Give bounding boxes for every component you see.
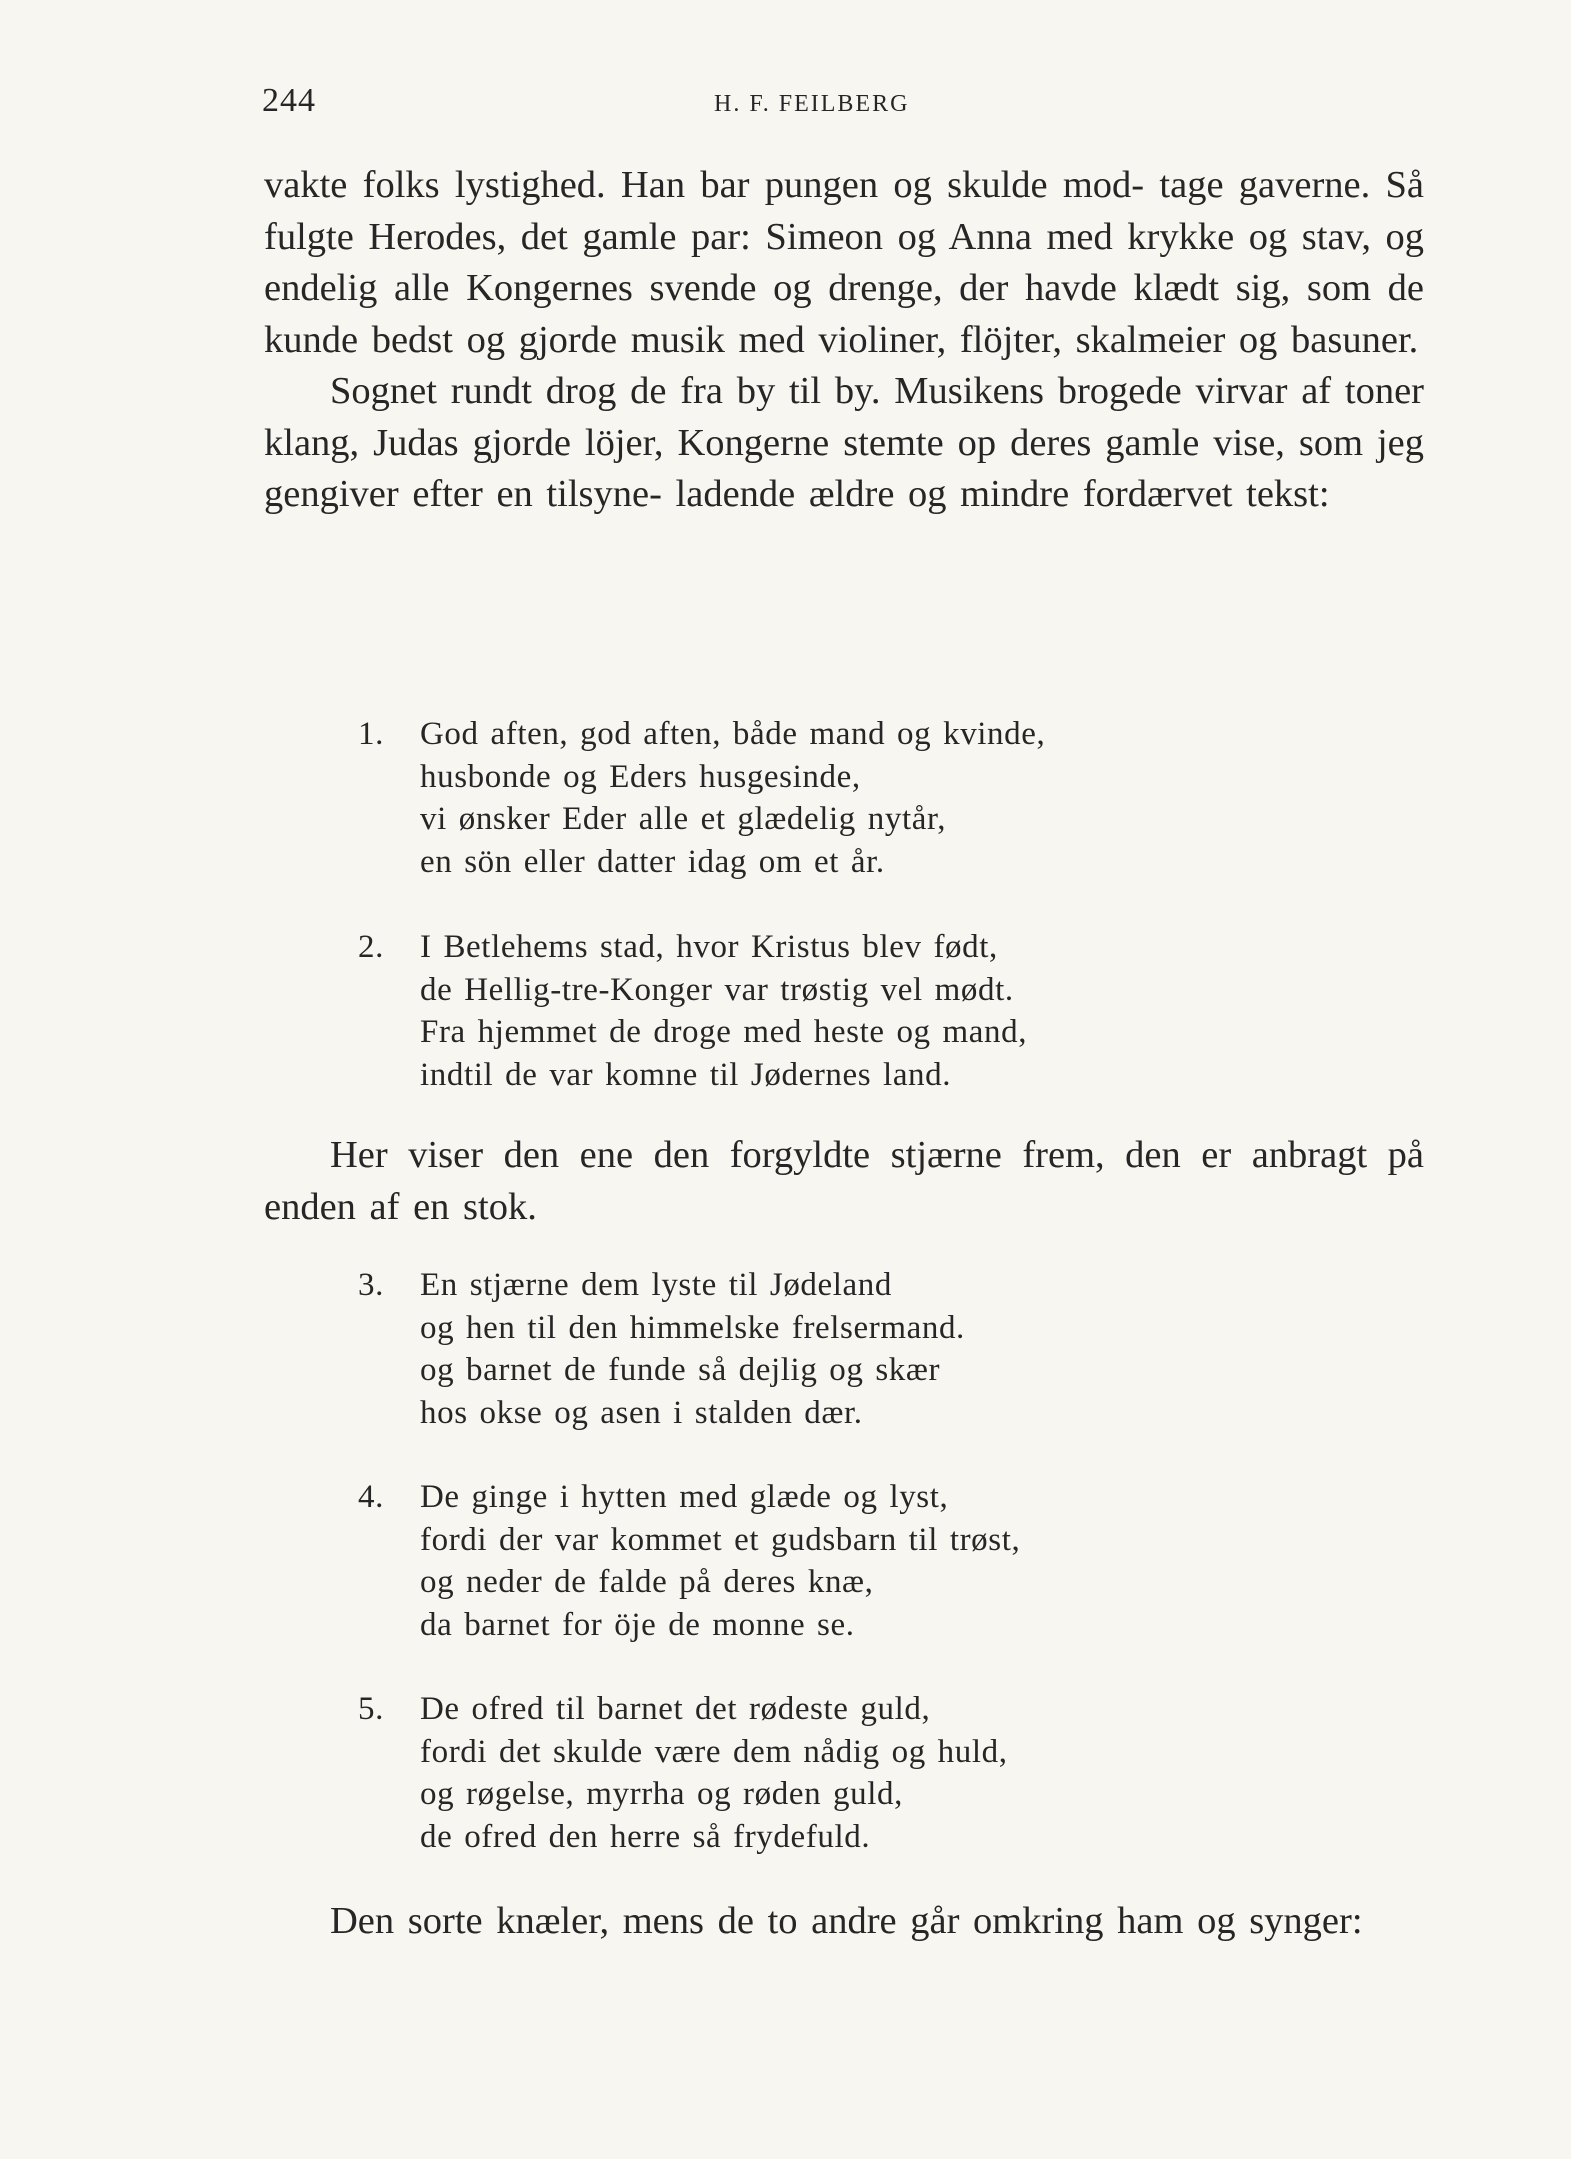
stanza-number: 2. — [358, 929, 384, 965]
verse-line: De ofred til barnet det rødeste guld, — [420, 1691, 931, 1727]
stanza-lines — [420, 926, 1320, 1096]
prose-line: Sognet rundt drog de fra by til by. Musikens brogede — [330, 370, 1182, 412]
prose-line: tage gaverne. Så fulgte Herodes, det gamle par: Simeon — [264, 164, 1425, 258]
prose-line: op deres gamle vise, som jeg gengiver efter en tilsyne- — [264, 421, 1425, 515]
paragraph — [264, 1130, 1424, 1233]
prose-block-closing — [264, 1896, 1424, 1948]
stanza-lines — [420, 1264, 1320, 1434]
verse-line: og neder de falde på deres knæ, — [420, 1564, 874, 1600]
running-header — [262, 82, 1422, 132]
verse-line: husbonde og Eders husgesinde, — [420, 758, 861, 795]
prose-line: anbragt på enden af en stok. — [264, 1134, 1424, 1228]
prose-line: virvar af toner klang, Judas gjorde löjer, Kongerne stemte — [264, 370, 1424, 464]
prose-block-middle — [264, 1130, 1424, 1233]
verse-line: hos okse og asen i stalden dær. — [420, 1394, 863, 1431]
prose-line: Her viser den ene den forgyldte stjærne frem, den er — [330, 1134, 1232, 1176]
stanza-number: 5. — [358, 1691, 384, 1727]
stanza-number: 3. — [358, 1267, 384, 1303]
prose-line: basuner. — [1291, 318, 1419, 361]
page-number: 244 — [262, 82, 316, 119]
verse-line: fordi der var kommet et gudsbarn til trøst, — [420, 1521, 1021, 1558]
verse-line: vi ønsker Eder alle et glædelig nytår, — [420, 801, 947, 837]
prose-line: og synger: — [1197, 1900, 1363, 1942]
prose-line: svende og drenge, der havde klædt sig, som de kunde — [264, 267, 1425, 361]
verse-line: og røgelse, myrrha og røden guld, — [420, 1776, 903, 1812]
running-head-author: H. F. FEILBERG — [714, 91, 910, 117]
stanza-lines — [420, 1476, 1320, 1646]
verse-line: da barnet for öje de monne se. — [420, 1606, 855, 1643]
verse-line: og hen til den himmelske frelsermand. — [420, 1309, 965, 1346]
verse-line: og barnet de funde så dejlig og skær — [420, 1352, 941, 1388]
verse-line: de Hellig-tre-Konger var trøstig vel mødt. — [420, 971, 1014, 1008]
verse-line: fordi det skulde være dem nådig og huld, — [420, 1733, 1008, 1770]
paragraph — [264, 160, 1424, 366]
prose-line: vakte folks lystighed. Han bar pungen og skulde mod- — [264, 164, 1145, 206]
paragraph — [264, 366, 1424, 521]
prose-line: Den sorte knæler, mens de to andre går omkring ham — [330, 1900, 1184, 1942]
prose-line: ladende ældre og mindre fordærvet tekst: — [675, 473, 1330, 515]
stanza-lines — [420, 1688, 1320, 1858]
verse-line: Fra hjemmet de droge med heste og mand, — [420, 1014, 1028, 1050]
stanza-number: 4. — [358, 1479, 384, 1515]
prose-block-intro — [264, 160, 1424, 521]
stanza-number: 1. — [358, 716, 384, 752]
verse-line: en sön eller datter idag om et år. — [420, 843, 885, 880]
stanza-lines — [420, 713, 1320, 883]
verse-line: I Betlehems stad, hvor Kristus blev født, — [420, 929, 998, 965]
verse-line: God aften, god aften, både mand og kvinde, — [420, 716, 1046, 752]
prose-line: bedst og gjorde musik med violiner, flöjter, skalmeier og — [371, 318, 1278, 361]
verse-line: En stjærne dem lyste til Jødeland — [420, 1267, 892, 1303]
verse-line: De ginge i hytten med glæde og lyst, — [420, 1479, 949, 1515]
prose-line: og Anna med krykke og stav, og endelig alle Kongernes — [264, 215, 1424, 309]
verse-line: de ofred den herre så frydefuld. — [420, 1818, 871, 1855]
paragraph — [264, 1896, 1424, 1948]
verse-line: indtil de var komne til Jødernes land. — [420, 1056, 952, 1093]
